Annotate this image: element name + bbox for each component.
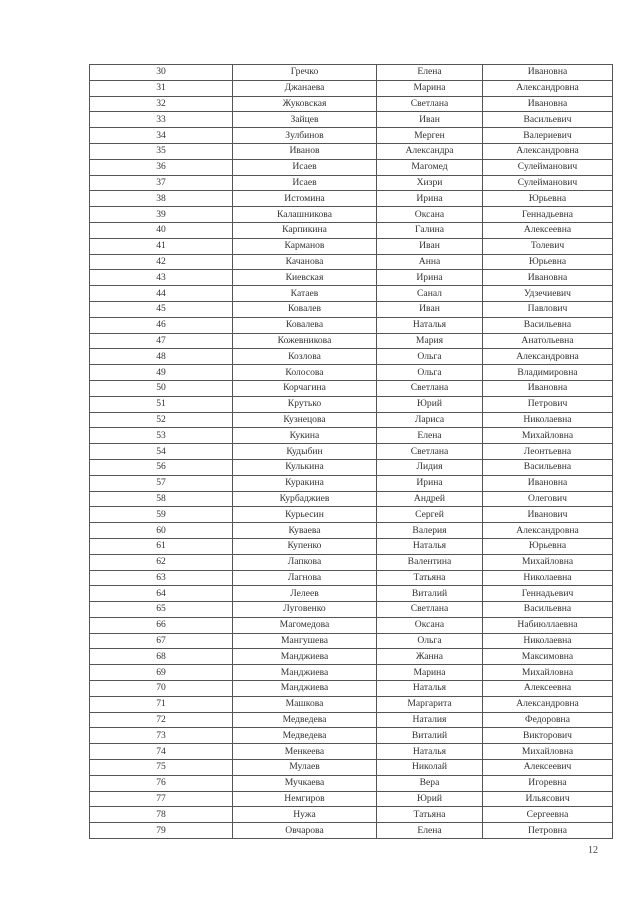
first-name-cell: Анна xyxy=(377,254,483,270)
last-name-cell: Кузнецова xyxy=(233,412,377,428)
last-name-cell: Исаев xyxy=(233,159,377,175)
row-number-cell: 48 xyxy=(90,349,233,365)
row-number-cell: 53 xyxy=(90,428,233,444)
row-number-cell: 51 xyxy=(90,396,233,412)
first-name-cell: Елена xyxy=(377,428,483,444)
table-row xyxy=(90,681,613,697)
first-name-cell: Магомед xyxy=(377,159,483,175)
row-number-cell: 47 xyxy=(90,333,233,349)
row-number-cell: 63 xyxy=(90,570,233,586)
first-name-cell: Хизри xyxy=(377,175,483,191)
last-name-cell: Жуковская xyxy=(233,96,377,112)
row-number-cell: 65 xyxy=(90,602,233,618)
last-name-cell: Карпикина xyxy=(233,222,377,238)
first-name-cell: Ольга xyxy=(377,349,483,365)
last-name-cell: Кудыбин xyxy=(233,444,377,460)
first-name-cell: Валерия xyxy=(377,523,483,539)
table-row xyxy=(90,633,613,649)
first-name-cell: Светлана xyxy=(377,380,483,396)
table-row xyxy=(90,207,613,223)
first-name-cell: Елена xyxy=(377,823,483,839)
last-name-cell: Кулькина xyxy=(233,459,377,475)
last-name-cell: Лагнова xyxy=(233,570,377,586)
table-row xyxy=(90,586,613,602)
row-number-cell: 50 xyxy=(90,380,233,396)
patronymic-cell: Ильясович xyxy=(483,791,613,807)
table-row xyxy=(90,270,613,286)
last-name-cell: Иванов xyxy=(233,143,377,159)
first-name-cell: Лидия xyxy=(377,459,483,475)
first-name-cell: Наталия xyxy=(377,712,483,728)
last-name-cell: Луговенко xyxy=(233,602,377,618)
row-number-cell: 35 xyxy=(90,143,233,159)
first-name-cell: Марина xyxy=(377,665,483,681)
patronymic-cell: Сергеевна xyxy=(483,807,613,823)
last-name-cell: Лапкова xyxy=(233,554,377,570)
last-name-cell: Манджиева xyxy=(233,681,377,697)
person-table-body xyxy=(90,65,613,839)
last-name-cell: Менкеева xyxy=(233,744,377,760)
patronymic-cell: Николаевна xyxy=(483,633,613,649)
last-name-cell: Киевская xyxy=(233,270,377,286)
table-row xyxy=(90,222,613,238)
patronymic-cell: Ивановна xyxy=(483,96,613,112)
table-row xyxy=(90,696,613,712)
row-number-cell: 46 xyxy=(90,317,233,333)
last-name-cell: Зулбинов xyxy=(233,128,377,144)
first-name-cell: Мерген xyxy=(377,128,483,144)
patronymic-cell: Михайловна xyxy=(483,744,613,760)
row-number-cell: 64 xyxy=(90,586,233,602)
row-number-cell: 75 xyxy=(90,760,233,776)
row-number-cell: 78 xyxy=(90,807,233,823)
table-row xyxy=(90,491,613,507)
person-table xyxy=(89,64,613,839)
patronymic-cell: Васильевна xyxy=(483,602,613,618)
row-number-cell: 69 xyxy=(90,665,233,681)
first-name-cell: Иван xyxy=(377,301,483,317)
patronymic-cell: Михайловна xyxy=(483,428,613,444)
patronymic-cell: Александровна xyxy=(483,143,613,159)
table-row xyxy=(90,238,613,254)
last-name-cell: Козлова xyxy=(233,349,377,365)
patronymic-cell: Васильевич xyxy=(483,112,613,128)
first-name-cell: Наталья xyxy=(377,681,483,697)
last-name-cell: Мангушева xyxy=(233,633,377,649)
row-number-cell: 38 xyxy=(90,191,233,207)
page-number: 12 xyxy=(588,845,598,856)
table-row xyxy=(90,444,613,460)
table-row xyxy=(90,380,613,396)
table-row xyxy=(90,775,613,791)
table-row xyxy=(90,649,613,665)
patronymic-cell: Удзечиевич xyxy=(483,286,613,302)
last-name-cell: Джанаева xyxy=(233,80,377,96)
last-name-cell: Зайцев xyxy=(233,112,377,128)
patronymic-cell: Анатольевна xyxy=(483,333,613,349)
row-number-cell: 30 xyxy=(90,65,233,81)
row-number-cell: 54 xyxy=(90,444,233,460)
row-number-cell: 40 xyxy=(90,222,233,238)
table-row xyxy=(90,143,613,159)
patronymic-cell: Юрьевна xyxy=(483,538,613,554)
row-number-cell: 39 xyxy=(90,207,233,223)
table-row xyxy=(90,301,613,317)
last-name-cell: Исаев xyxy=(233,175,377,191)
row-number-cell: 43 xyxy=(90,270,233,286)
last-name-cell: Колосова xyxy=(233,365,377,381)
row-number-cell: 33 xyxy=(90,112,233,128)
last-name-cell: Крутько xyxy=(233,396,377,412)
patronymic-cell: Максимовна xyxy=(483,649,613,665)
patronymic-cell: Сулейманович xyxy=(483,175,613,191)
table-row xyxy=(90,349,613,365)
patronymic-cell: Федоровна xyxy=(483,712,613,728)
patronymic-cell: Владимировна xyxy=(483,365,613,381)
first-name-cell: Виталий xyxy=(377,586,483,602)
patronymic-cell: Игоревна xyxy=(483,775,613,791)
first-name-cell: Татьяна xyxy=(377,570,483,586)
row-number-cell: 31 xyxy=(90,80,233,96)
table-row xyxy=(90,760,613,776)
table-row xyxy=(90,428,613,444)
last-name-cell: Истомина xyxy=(233,191,377,207)
table-row xyxy=(90,412,613,428)
table-row xyxy=(90,254,613,270)
patronymic-cell: Михайловна xyxy=(483,554,613,570)
row-number-cell: 74 xyxy=(90,744,233,760)
first-name-cell: Ольга xyxy=(377,365,483,381)
first-name-cell: Оксана xyxy=(377,207,483,223)
first-name-cell: Александра xyxy=(377,143,483,159)
row-number-cell: 68 xyxy=(90,649,233,665)
last-name-cell: Курьесин xyxy=(233,507,377,523)
last-name-cell: Манджиева xyxy=(233,665,377,681)
last-name-cell: Куваева xyxy=(233,523,377,539)
table-row xyxy=(90,65,613,81)
table-row xyxy=(90,365,613,381)
row-number-cell: 37 xyxy=(90,175,233,191)
first-name-cell: Иван xyxy=(377,112,483,128)
last-name-cell: Кукина xyxy=(233,428,377,444)
last-name-cell: Немгиров xyxy=(233,791,377,807)
first-name-cell: Санал xyxy=(377,286,483,302)
last-name-cell: Карманов xyxy=(233,238,377,254)
table-row xyxy=(90,396,613,412)
patronymic-cell: Ивановна xyxy=(483,270,613,286)
patronymic-cell: Алексеевна xyxy=(483,222,613,238)
first-name-cell: Иван xyxy=(377,238,483,254)
first-name-cell: Светлана xyxy=(377,602,483,618)
first-name-cell: Оксана xyxy=(377,617,483,633)
patronymic-cell: Александровна xyxy=(483,349,613,365)
row-number-cell: 71 xyxy=(90,696,233,712)
last-name-cell: Овчарова xyxy=(233,823,377,839)
patronymic-cell: Алексеевич xyxy=(483,760,613,776)
patronymic-cell: Александровна xyxy=(483,523,613,539)
patronymic-cell: Васильевна xyxy=(483,459,613,475)
last-name-cell: Купенко xyxy=(233,538,377,554)
row-number-cell: 42 xyxy=(90,254,233,270)
row-number-cell: 73 xyxy=(90,728,233,744)
last-name-cell: Машкова xyxy=(233,696,377,712)
patronymic-cell: Васильевна xyxy=(483,317,613,333)
first-name-cell: Вера xyxy=(377,775,483,791)
row-number-cell: 60 xyxy=(90,523,233,539)
last-name-cell: Курбаджиев xyxy=(233,491,377,507)
first-name-cell: Виталий xyxy=(377,728,483,744)
first-name-cell: Татьяна xyxy=(377,807,483,823)
last-name-cell: Корчагина xyxy=(233,380,377,396)
patronymic-cell: Павлович xyxy=(483,301,613,317)
patronymic-cell: Петрович xyxy=(483,396,613,412)
table-row xyxy=(90,112,613,128)
table-row xyxy=(90,333,613,349)
patronymic-cell: Михайловна xyxy=(483,665,613,681)
row-number-cell: 66 xyxy=(90,617,233,633)
table-row xyxy=(90,523,613,539)
last-name-cell: Качанова xyxy=(233,254,377,270)
last-name-cell: Калашникова xyxy=(233,207,377,223)
table-row xyxy=(90,317,613,333)
patronymic-cell: Юрьевна xyxy=(483,254,613,270)
table-row xyxy=(90,791,613,807)
row-number-cell: 34 xyxy=(90,128,233,144)
first-name-cell: Наталья xyxy=(377,317,483,333)
first-name-cell: Сергей xyxy=(377,507,483,523)
table-row xyxy=(90,128,613,144)
patronymic-cell: Олегович xyxy=(483,491,613,507)
patronymic-cell: Николаевна xyxy=(483,570,613,586)
row-number-cell: 58 xyxy=(90,491,233,507)
row-number-cell: 61 xyxy=(90,538,233,554)
table-row xyxy=(90,744,613,760)
table-row xyxy=(90,570,613,586)
patronymic-cell: Александровна xyxy=(483,80,613,96)
last-name-cell: Гречко xyxy=(233,65,377,81)
row-number-cell: 44 xyxy=(90,286,233,302)
last-name-cell: Магомедова xyxy=(233,617,377,633)
row-number-cell: 49 xyxy=(90,365,233,381)
row-number-cell: 59 xyxy=(90,507,233,523)
table-row xyxy=(90,96,613,112)
first-name-cell: Валентина xyxy=(377,554,483,570)
row-number-cell: 79 xyxy=(90,823,233,839)
last-name-cell: Куракина xyxy=(233,475,377,491)
row-number-cell: 77 xyxy=(90,791,233,807)
table-row xyxy=(90,191,613,207)
table-row xyxy=(90,712,613,728)
first-name-cell: Жанна xyxy=(377,649,483,665)
table-row xyxy=(90,507,613,523)
patronymic-cell: Сулейманович xyxy=(483,159,613,175)
patronymic-cell: Набиюллаевна xyxy=(483,617,613,633)
patronymic-cell: Алексеевна xyxy=(483,681,613,697)
first-name-cell: Наталья xyxy=(377,538,483,554)
patronymic-cell: Валериевич xyxy=(483,128,613,144)
table-row xyxy=(90,807,613,823)
first-name-cell: Наталья xyxy=(377,744,483,760)
last-name-cell: Лелеев xyxy=(233,586,377,602)
last-name-cell: Ковалева xyxy=(233,317,377,333)
last-name-cell: Катаев xyxy=(233,286,377,302)
row-number-cell: 76 xyxy=(90,775,233,791)
row-number-cell: 52 xyxy=(90,412,233,428)
table-row xyxy=(90,728,613,744)
table-row xyxy=(90,617,613,633)
patronymic-cell: Иванович xyxy=(483,507,613,523)
first-name-cell: Ирина xyxy=(377,270,483,286)
patronymic-cell: Ивановна xyxy=(483,380,613,396)
first-name-cell: Лариса xyxy=(377,412,483,428)
table-row xyxy=(90,159,613,175)
row-number-cell: 70 xyxy=(90,681,233,697)
last-name-cell: Медведева xyxy=(233,728,377,744)
last-name-cell: Мулаев xyxy=(233,760,377,776)
patronymic-cell: Николаевна xyxy=(483,412,613,428)
row-number-cell: 56 xyxy=(90,459,233,475)
table-row xyxy=(90,459,613,475)
first-name-cell: Николай xyxy=(377,760,483,776)
table-row xyxy=(90,665,613,681)
last-name-cell: Медведева xyxy=(233,712,377,728)
patronymic-cell: Леонтьевна xyxy=(483,444,613,460)
patronymic-cell: Юрьевна xyxy=(483,191,613,207)
first-name-cell: Юрий xyxy=(377,791,483,807)
first-name-cell: Ирина xyxy=(377,475,483,491)
first-name-cell: Елена xyxy=(377,65,483,81)
table-row xyxy=(90,286,613,302)
row-number-cell: 36 xyxy=(90,159,233,175)
patronymic-cell: Толевич xyxy=(483,238,613,254)
row-number-cell: 72 xyxy=(90,712,233,728)
first-name-cell: Марина xyxy=(377,80,483,96)
first-name-cell: Галина xyxy=(377,222,483,238)
patronymic-cell: Геннадьевна xyxy=(483,207,613,223)
patronymic-cell: Геннадьевич xyxy=(483,586,613,602)
row-number-cell: 45 xyxy=(90,301,233,317)
patronymic-cell: Викторович xyxy=(483,728,613,744)
first-name-cell: Маргарита xyxy=(377,696,483,712)
first-name-cell: Ирина xyxy=(377,191,483,207)
row-number-cell: 67 xyxy=(90,633,233,649)
row-number-cell: 62 xyxy=(90,554,233,570)
last-name-cell: Нужа xyxy=(233,807,377,823)
patronymic-cell: Александровна xyxy=(483,696,613,712)
row-number-cell: 57 xyxy=(90,475,233,491)
table-row xyxy=(90,538,613,554)
last-name-cell: Кожевникова xyxy=(233,333,377,349)
table-row xyxy=(90,80,613,96)
table-row xyxy=(90,475,613,491)
patronymic-cell: Петровна xyxy=(483,823,613,839)
table-row xyxy=(90,554,613,570)
last-name-cell: Мучкаева xyxy=(233,775,377,791)
table-row xyxy=(90,175,613,191)
first-name-cell: Ольга xyxy=(377,633,483,649)
table-row xyxy=(90,823,613,839)
patronymic-cell: Ивановна xyxy=(483,65,613,81)
last-name-cell: Ковалев xyxy=(233,301,377,317)
first-name-cell: Андрей xyxy=(377,491,483,507)
last-name-cell: Манджиева xyxy=(233,649,377,665)
table-row xyxy=(90,602,613,618)
row-number-cell: 32 xyxy=(90,96,233,112)
first-name-cell: Мария xyxy=(377,333,483,349)
row-number-cell: 41 xyxy=(90,238,233,254)
first-name-cell: Юрий xyxy=(377,396,483,412)
first-name-cell: Светлана xyxy=(377,444,483,460)
patronymic-cell: Ивановна xyxy=(483,475,613,491)
first-name-cell: Светлана xyxy=(377,96,483,112)
